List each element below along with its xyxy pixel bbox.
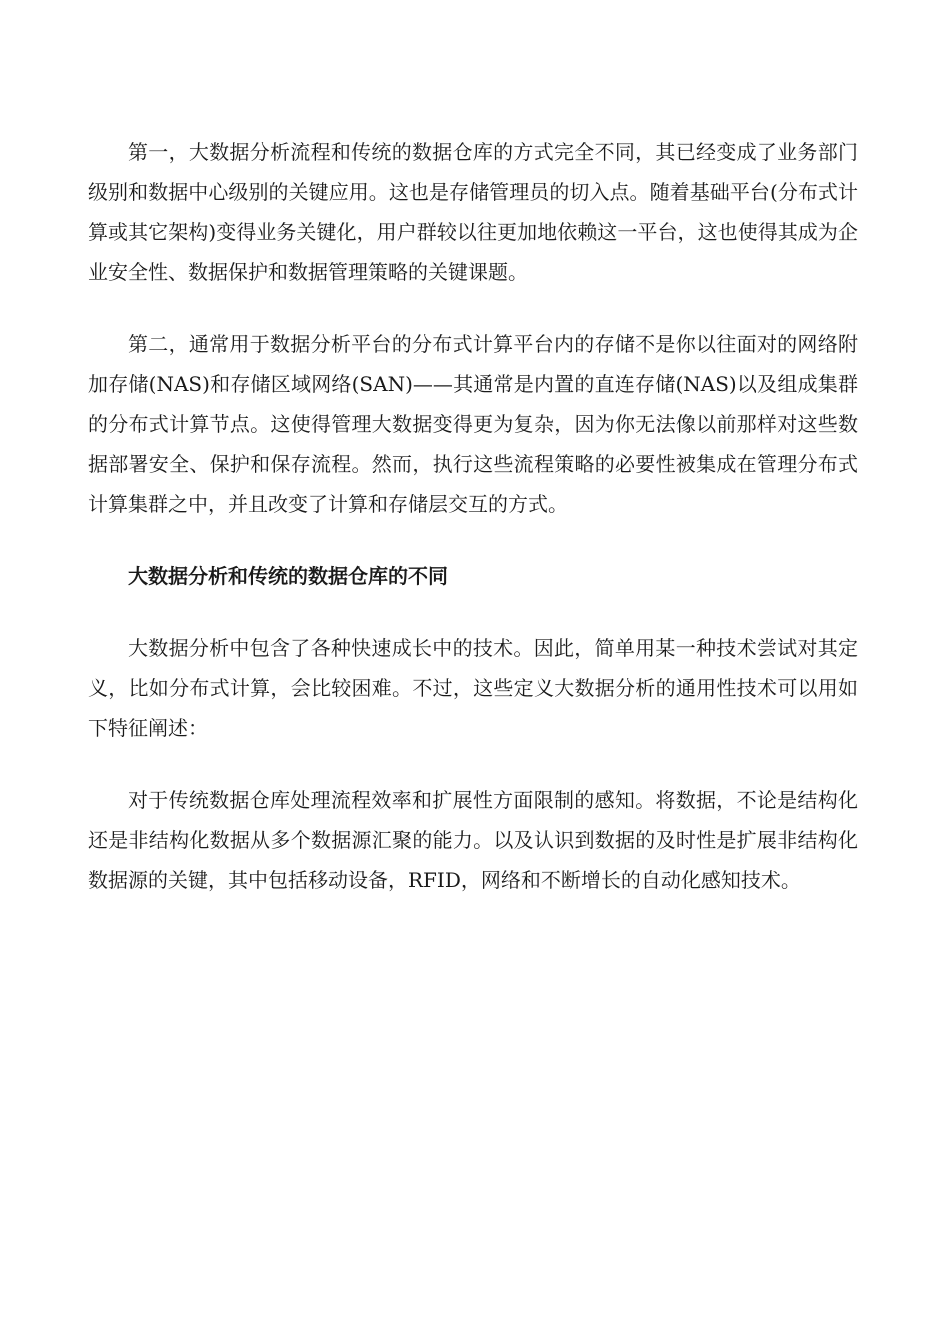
paragraph-spacer [88, 748, 858, 780]
paragraph-2: 第二，通常用于数据分析平台的分布式计算平台内的存储不是你以往面对的网络附加存储(NAS)和存储区域网络(SAN)——其通常是内置的直连存储(NAS)以及组成集群的分布式计算节点。这使得管理大数据变得更为复杂，因为你无法像以前那样对这些数据部署安全、保护和保存流程。然而，执行这些流程策略的必要性被集成在管理分布式计算集群之中，并且改变了计算和存储层交互的方式。 [88, 332, 858, 516]
paragraph-1: 第一，大数据分析流程和传统的数据仓库的方式完全不同，其已经变成了业务部门级别和数据中心级别的关键应用。这也是存储管理员的切入点。随着基础平台(分布式计算或其它架构)变得业务关键化，用户群较以往更加地依赖这一平台，这也使得其成为企业安全性、数据保护和数据管理策略的关键课题。 [88, 140, 858, 284]
document-body [88, 132, 858, 900]
paragraph-3: 大数据分析中包含了各种快速成长中的技术。因此，简单用某一种技术尝试对其定义，比如分布式计算，会比较困难。不过，这些定义大数据分析的通用性技术可以用如下特征阐述： [88, 636, 858, 740]
paragraph-spacer [88, 596, 858, 628]
paragraph-spacer [88, 524, 858, 556]
section-heading: 大数据分析和传统的数据仓库的不同 [128, 564, 448, 588]
paragraph-4: 对于传统数据仓库处理流程效率和扩展性方面限制的感知。将数据，不论是结构化还是非结构化数据从多个数据源汇聚的能力。以及认识到数据的及时性是扩展非结构化数据源的关键，其中包括移动设备，RFID，网络和不断增长的自动化感知技术。 [88, 788, 858, 892]
paragraph-spacer [88, 292, 858, 324]
